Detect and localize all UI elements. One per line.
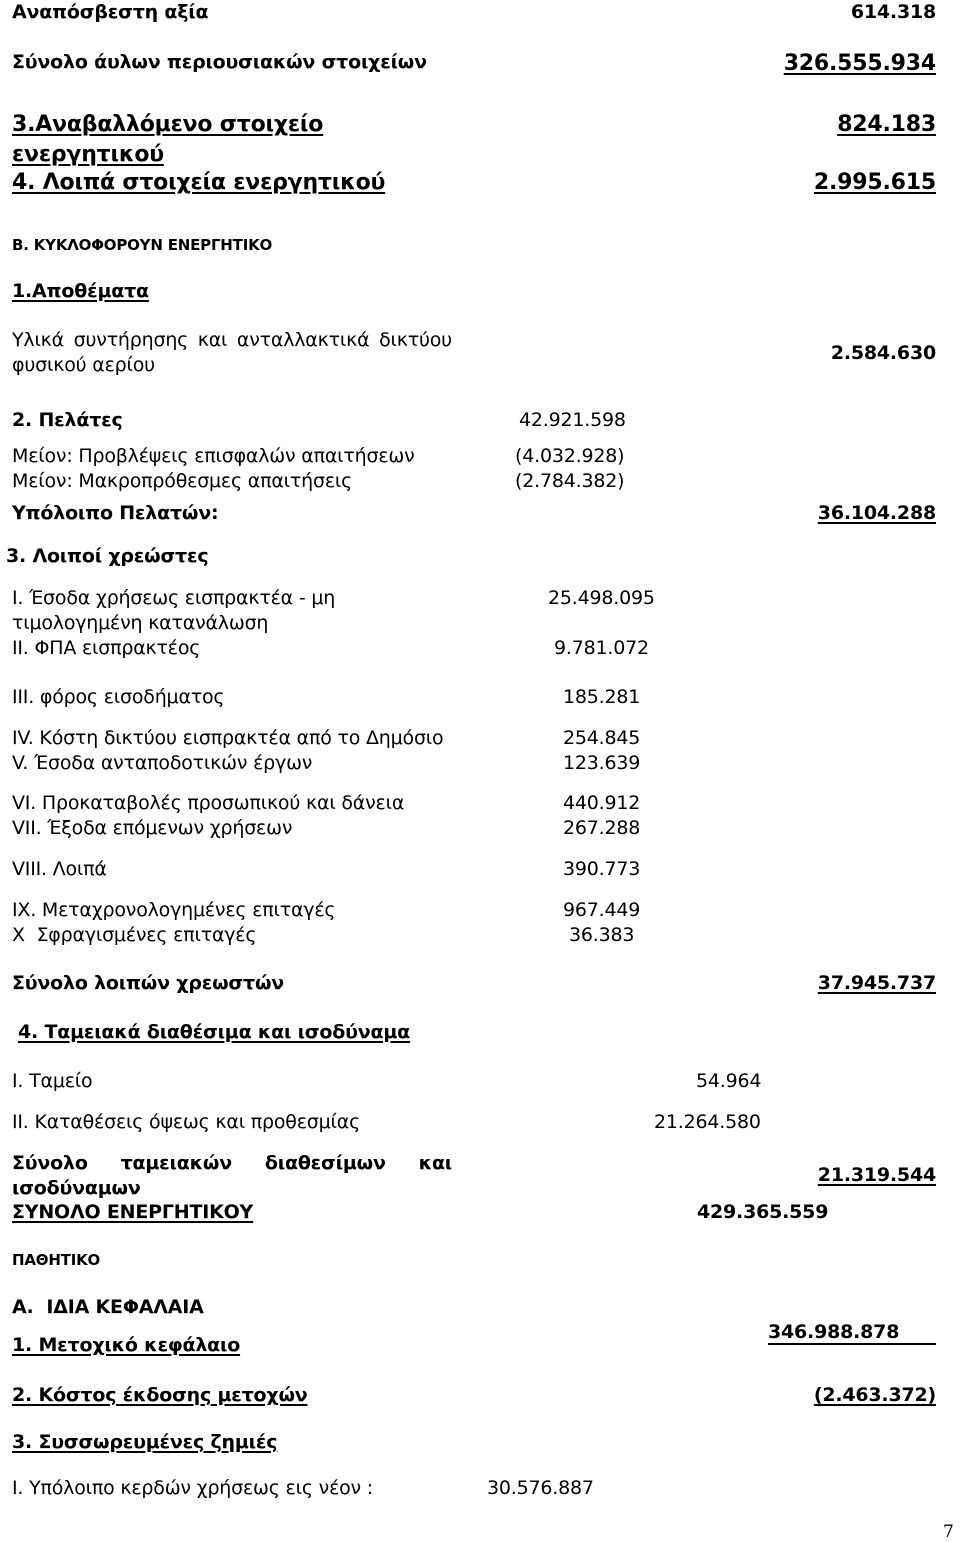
cash-heading: 4. Ταμειακά διαθέσιμα και ισοδύναμα (18, 1021, 410, 1043)
other-debtors-total-label: Σύνολο λοιπών χρεωστών (12, 972, 284, 994)
accumulated-losses-heading: 3. Συσσωρευμένες ζημιές (12, 1431, 278, 1453)
customers-heading: 2. Πελάτες (12, 409, 123, 431)
cash-total-label-line2: ισοδύναμων (12, 1177, 141, 1199)
debtor-item-label: ΙV. Κόστη δικτύου εισπρακτέα από το Δημόσιο (12, 727, 444, 749)
debtor-item-label-line1: Ι. Έσοδα χρήσεως εισπρακτέα - μη (12, 587, 336, 609)
deferred-asset-label-line2: ενεργητικού (12, 142, 164, 167)
inventories-word: και (197, 329, 228, 351)
cash-total-word: και (418, 1152, 452, 1174)
less-bad-debts-label: Μείον: Προβλέψεις επισφαλών απαιτήσεων (12, 445, 415, 467)
share-capital-amount: 346.988.878 (768, 1321, 936, 1345)
less-long-term-label: Μείον: Μακροπρόθεσμες απαιτήσεις (12, 470, 353, 492)
debtor-item-label: VΙΙ. Έξοδα επόμενων χρήσεων (12, 817, 293, 839)
cash-total-amount: 21.319.544 (817, 1164, 936, 1186)
page-number: 7 (943, 1522, 954, 1542)
deferred-asset-label-line1: 3.Αναβαλλόμενο στοιχείο (12, 112, 324, 137)
customers-balance-amount: 36.104.288 (817, 502, 936, 524)
cash-item-label: ΙΙ. Καταθέσεις όψεως και προθεσμίας (12, 1111, 361, 1133)
total-assets-label: ΣΥΝΟΛΟ ΕΝΕΡΓΗΤΙΚΟΥ (12, 1201, 254, 1223)
debtor-item-label-line2: τιμολογημένη κατανάλωση (12, 612, 269, 634)
inventories-word: δικτύου (379, 329, 452, 351)
deferred-asset-amount: 824.183 (837, 112, 936, 137)
debtor-item-amount: 967.449 (563, 899, 641, 921)
other-debtors-heading: 3. Λοιποί χρεώστες (6, 545, 209, 567)
inventories-word: ανταλλακτικά (236, 329, 370, 351)
current-assets-heading: Β. ΚΥΚΛΟΦΟΡΟΥΝ ΕΝΕΡΓΗΤΙΚΟ (12, 236, 273, 254)
debtor-item-amount: 440.912 (563, 792, 641, 814)
intangible-total-amount: 326.555.934 (783, 51, 936, 76)
retained-balance-amount: 30.576.887 (487, 1477, 594, 1499)
cash-item-label: Ι. Ταμείο (12, 1070, 93, 1092)
share-capital-label: 1. Μετοχικό κεφάλαιο (12, 1334, 241, 1356)
inventories-heading: 1.Αποθέματα (12, 280, 149, 302)
customers-balance-label: Υπόλοιπο Πελατών: (12, 502, 219, 524)
share-issue-cost-label: 2. Κόστος έκδοσης μετοχών (12, 1384, 308, 1406)
other-debtors-total-amount: 37.945.737 (817, 972, 936, 994)
debtor-item-amount: 390.773 (563, 858, 641, 880)
total-assets-amount: 429.365.559 (697, 1201, 829, 1223)
inventories-word: συντήρησης (73, 329, 189, 351)
cash-total-label-line1 (12, 1151, 452, 1175)
cash-item-amount: 54.964 (696, 1070, 762, 1092)
cash-total-word: διαθεσίμων (264, 1152, 386, 1174)
debtor-item-label: ΙΙ. ΦΠΑ εισπρακτέος (12, 637, 201, 659)
debtor-item-label: Χ Σφραγισμένες επιταγές (12, 924, 257, 946)
debtor-item-amount: 36.383 (569, 924, 635, 946)
liabilities-heading: ΠΑΘΗΤΙΚΟ (12, 1251, 101, 1269)
less-bad-debts-amount: (4.032.928) (515, 445, 625, 467)
residual-value-label: Αναπόσβεστη αξία (12, 1, 209, 23)
debtor-item-amount: 9.781.072 (554, 637, 649, 659)
debtor-item-label: ΙΙΙ. φόρος εισοδήματος (12, 686, 225, 708)
intangible-total-label: Σύνολο άυλων περιουσιακών στοιχείων (12, 51, 427, 73)
less-long-term-amount: (2.784.382) (515, 470, 625, 492)
cash-total-word: ταμειακών (120, 1152, 232, 1174)
equity-heading: Α. ΙΔΙΑ ΚΕΦΑΛΑΙΑ (12, 1296, 204, 1318)
debtor-item-amount: 267.288 (563, 817, 641, 839)
debtor-item-label: VΙΙΙ. Λοιπά (12, 858, 107, 880)
residual-value-amount: 614.318 (850, 1, 936, 23)
debtor-item-label: VΙ. Προκαταβολές προσωπικού και δάνεια (12, 792, 405, 814)
debtor-item-amount: 25.498.095 (548, 587, 655, 609)
inventories-label-line2: φυσικού αερίου (12, 354, 155, 376)
retained-balance-label: Ι. Υπόλοιπο κερδών χρήσεως εις νέον : (12, 1477, 374, 1499)
other-assets-label: 4. Λοιπά στοιχεία ενεργητικού (12, 170, 386, 195)
inventories-word: Υλικά (12, 329, 65, 351)
debtor-item-amount: 123.639 (563, 752, 641, 774)
inventories-label-line1 (12, 328, 452, 352)
cash-item-amount: 21.264.580 (654, 1111, 761, 1133)
debtor-item-label: V. Έσοδα ανταποδοτικών έργων (12, 752, 313, 774)
debtor-item-amount: 185.281 (563, 686, 641, 708)
inventories-amount: 2.584.630 (830, 342, 936, 364)
debtor-item-label: ΙΧ. Μεταχρονολογημένες επιταγές (12, 899, 336, 921)
share-issue-cost-amount: (2.463.372) (813, 1384, 936, 1406)
other-assets-amount: 2.995.615 (813, 170, 936, 195)
customers-heading-amount: 42.921.598 (519, 409, 626, 431)
debtor-item-amount: 254.845 (563, 727, 641, 749)
cash-total-word: Σύνολο (12, 1152, 88, 1174)
